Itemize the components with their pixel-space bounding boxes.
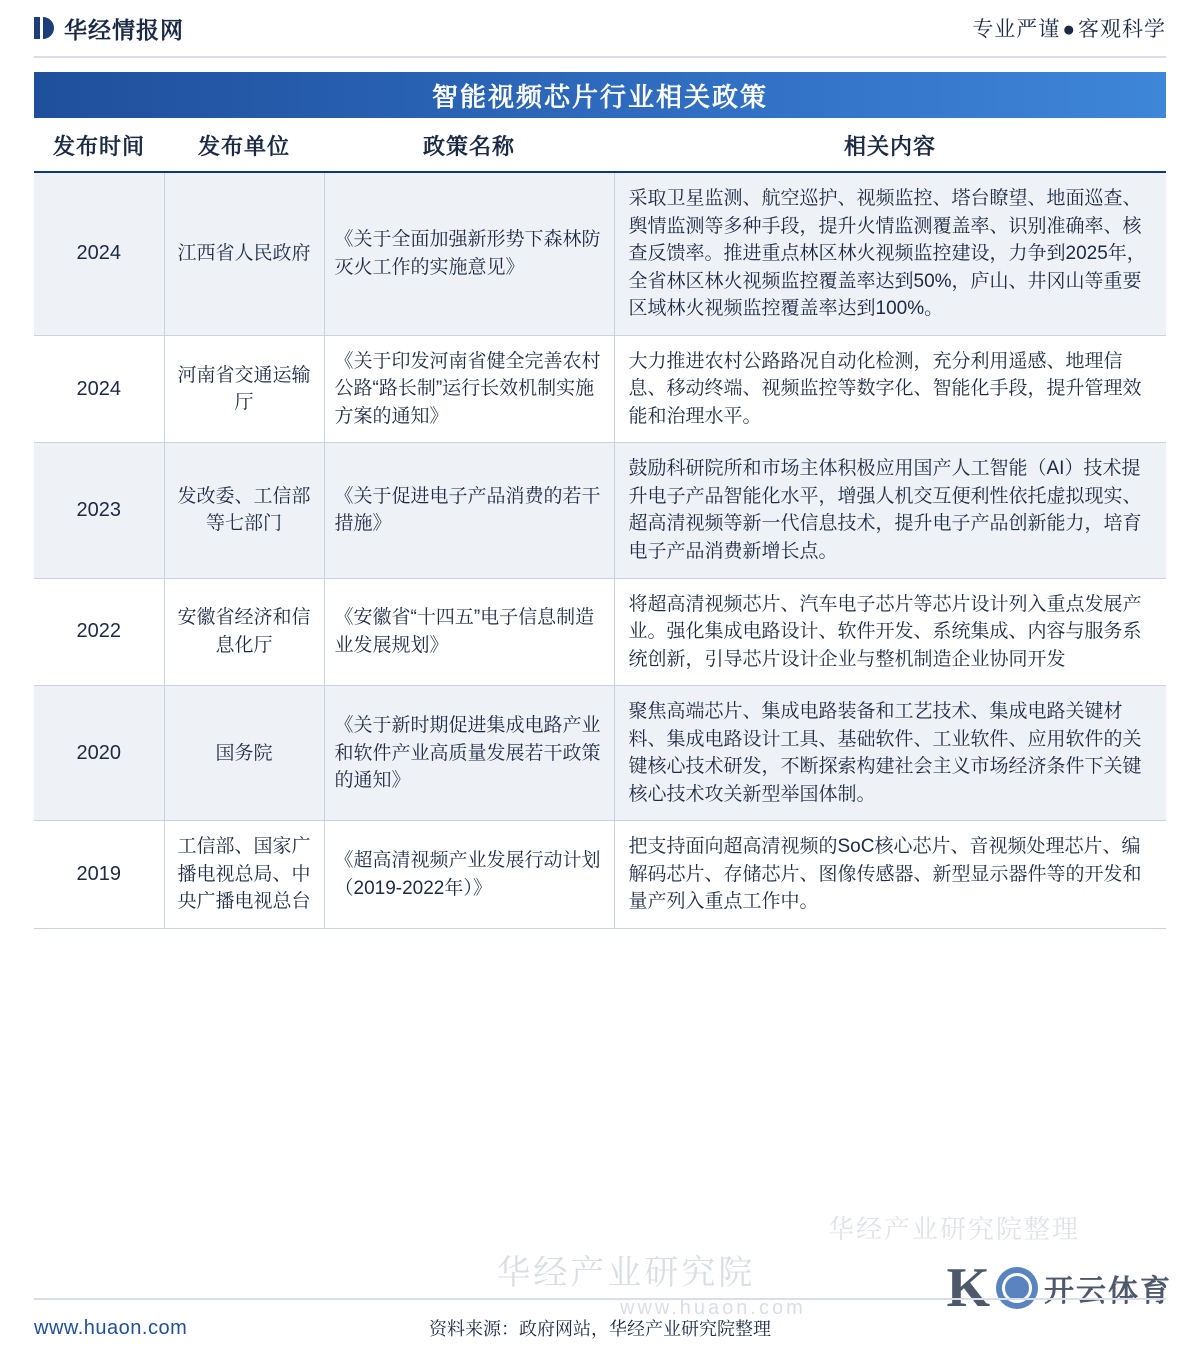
footer-site-url[interactable]: www.huaon.com [34, 1316, 188, 1339]
cell-content: 鼓励科研院所和市场主体积极应用国产人工智能（AI）技术提升电子产品智能化水平，增强人机交互便利性依托虚拟现实、超高清视频等新一代信息技术，提升电子产品创新能力，培育电子产品消费新增长点。 [614, 443, 1166, 578]
cell-policy: 《关于印发河南省健全完善农村公路“路长制”运行长效机制实施方案的通知》 [324, 335, 614, 443]
cell-year: 2023 [34, 443, 164, 578]
cell-org: 工信部、国家广播电视总局、中央广播电视总台 [164, 821, 324, 929]
cell-content: 把支持面向超高清视频的SoC核心芯片、音视频处理芯片、编解码芯片、存储芯片、图像传感器、新型显示器件等的开发和量产列入重点工作中。 [614, 821, 1166, 929]
cell-policy: 《超高清视频产业发展行动计划（2019-2022年）》 [324, 821, 614, 929]
column-header-content: 相关内容 [614, 118, 1166, 172]
table-row [34, 578, 1166, 686]
table-header-row [34, 118, 1166, 172]
column-header-policy: 政策名称 [324, 118, 614, 172]
tagline-right: 客观科学 [1078, 18, 1166, 41]
column-header-year: 发布时间 [34, 118, 164, 172]
cell-content: 将超高清视频芯片、汽车电子芯片等芯片设计列入重点发展产业。强化集成电路设计、软件开发、系统集成、内容与服务系统创新，引导芯片设计企业与整机制造企业协同开发 [614, 578, 1166, 686]
kaiyun-k-letter: K [946, 1257, 990, 1319]
footer-source: 资料来源：政府网站，华经产业研究院整理 [429, 1319, 771, 1339]
cell-org: 安徽省经济和信息化厅 [164, 578, 324, 686]
table-row [34, 172, 1166, 335]
table-row [34, 335, 1166, 443]
cell-org: 发改委、工信部等七部门 [164, 443, 324, 578]
cell-org: 江西省人民政府 [164, 172, 324, 335]
cell-policy: 《关于促进电子产品消费的若干措施》 [324, 443, 614, 578]
page-footer [34, 1298, 1166, 1356]
watermark-faint: 华经产业研究院整理 [827, 1214, 1080, 1244]
header-tagline [972, 13, 1166, 43]
tagline-left: 专业严谨 [972, 18, 1061, 41]
table-row [34, 821, 1166, 929]
table-body [34, 172, 1166, 929]
cell-content: 聚焦高端芯片、集成电路装备和工艺技术、集成电路关键材料、集成电路设计工具、基础软件、工业软件、应用软件的关键核心技术研发，不断探索构建社会主义市场经济条件下关键核心技术攻关新型举国体制。 [614, 686, 1166, 821]
cell-policy: 《关于全面加强新形势下森林防灭火工作的实施意见》 [324, 172, 614, 335]
cell-content: 采取卫星监测、航空巡护、视频监控、塔台瞭望、地面巡查、舆情监测等多种手段，提升火情监测覆盖率、识别准确率、核查反馈率。推进重点林区林火视频监控建设，力争到2025年，全省林区林火视频监控覆盖率达到50%，庐山、井冈山等重要区域林火视频监控覆盖率达到100%。 [614, 172, 1166, 335]
cell-year: 2019 [34, 821, 164, 929]
cell-content: 大力推进农村公路路况自动化检测，充分利用遥感、地理信息、移动终端、视频监控等数字化、智能化手段，提升管理效能和治理水平。 [614, 335, 1166, 443]
chart-title-bar [34, 72, 1166, 118]
logo-icon [34, 17, 54, 39]
column-header-org: 发布单位 [164, 118, 324, 172]
cell-policy: 《关于新时期促进集成电路产业和软件产业高质量发展若干政策的通知》 [324, 686, 614, 821]
cell-year: 2020 [34, 686, 164, 821]
table-row [34, 443, 1166, 578]
brand-name: 华经情报网 [64, 16, 184, 43]
site-header [34, 0, 1166, 58]
page-title: 智能视频芯片行业相关政策 [431, 81, 768, 112]
kaiyun-label: 开云体育 [1044, 1275, 1172, 1308]
cell-year: 2022 [34, 578, 164, 686]
table-row [34, 686, 1166, 821]
watermark-center: 华经产业研究院 [496, 1254, 756, 1292]
cell-org: 国务院 [164, 686, 324, 821]
tagline-dot-icon: ● [1062, 18, 1076, 41]
watermark-sub-url: www.huaon.com [620, 1297, 806, 1319]
cell-policy: 《安徽省“十四五”电子信息制造业发展规划》 [324, 578, 614, 686]
brand [34, 12, 184, 45]
policy-table [34, 118, 1166, 929]
table-head [34, 118, 1166, 172]
cell-org: 河南省交通运输厅 [164, 335, 324, 443]
cell-year: 2024 [34, 172, 164, 335]
cell-year: 2024 [34, 335, 164, 443]
